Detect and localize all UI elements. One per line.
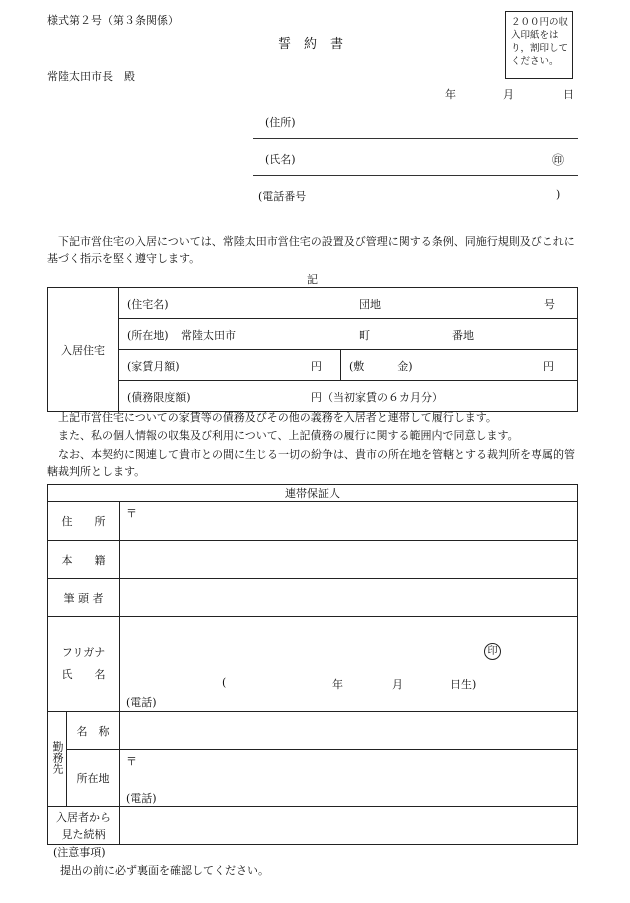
form-number: 様式第２号（第３条関係） xyxy=(47,14,179,27)
deposit-yen: 円 xyxy=(543,360,554,373)
work-address-label: 所在地 xyxy=(76,772,110,785)
g-hittousha-cell[interactable] xyxy=(120,579,578,617)
g-furigana-label: フリガナ xyxy=(61,646,106,659)
g-honseki-label: 本 籍 xyxy=(61,553,106,567)
notes-heading: (注意事項) xyxy=(53,846,106,859)
g-honseki-label-cell xyxy=(48,541,120,579)
deposit-label: (敷 金) xyxy=(349,360,413,373)
guarantor-header-cell xyxy=(48,485,578,502)
agreement-1: 上記市営住宅についての家賃等の債務及びその他の義務を入居者と連帯して履行します。 xyxy=(58,411,497,424)
date-year: 年 xyxy=(445,88,456,101)
agreement-3: なお、本契約に関連して貴市との間に生じる一切の紛争は、貴市の所在地を管轄とする裁判所を専属的管轄裁判所とします。 xyxy=(47,448,575,478)
debt-limit-cell xyxy=(119,381,578,412)
debt-label: (債務限度額) xyxy=(127,391,191,404)
work-phone-label: (電話) xyxy=(126,792,157,805)
location-value: 常陸太田市 xyxy=(181,329,236,342)
name-line xyxy=(253,175,578,176)
g-honseki-cell[interactable] xyxy=(120,541,578,579)
relation-cell[interactable] xyxy=(120,807,578,845)
date-month: 月 xyxy=(503,88,514,101)
applicant-phone-close: ) xyxy=(556,188,561,201)
addressee: 常陸太田市長 殿 xyxy=(47,70,135,83)
notes-text: 提出の前に必ず裏面を確認してください。 xyxy=(60,864,269,877)
agreement-2: また、私の個人情報の収集及び利用について、上記債務の履行に関する範囲内で同意します。 xyxy=(58,429,519,442)
housing-name-cell xyxy=(119,288,578,319)
rent-yen: 円 xyxy=(311,360,322,373)
g-seal-mark: 印 xyxy=(484,643,501,660)
work-name-label: 名 称 xyxy=(76,724,110,738)
work-postal-mark: 〒 xyxy=(126,755,137,768)
g-address-label: 住 所 xyxy=(61,515,106,528)
gou-label: 号 xyxy=(544,298,555,311)
g-hittousha-label-cell xyxy=(48,579,120,617)
date-day: 日 xyxy=(563,88,574,101)
g-birth-open: ( xyxy=(222,676,227,689)
applicant-seal-mark: ㊞ xyxy=(552,153,565,167)
revenue-stamp-box: ２００円の収入印紙をはり，割印してください。 xyxy=(505,11,573,79)
relation-label-2: 見た続柄 xyxy=(61,827,106,841)
work-address-cell[interactable] xyxy=(120,750,578,807)
pledge-text: 下記市営住宅の入居については、常陸太田市営住宅の設置及び管理に関する条例、同施行規則及びこれに基づく指示を堅く遵守します。 xyxy=(47,235,575,265)
applicant-name-label: (氏名) xyxy=(265,153,296,166)
guarantor-header: 連帯保証人 xyxy=(285,487,340,500)
g-phone-label: (電話) xyxy=(126,696,157,709)
g-name-label: 氏 名 xyxy=(61,668,106,681)
deposit-cell xyxy=(341,350,578,381)
rent-cell xyxy=(119,350,341,381)
workplace-label: 勤務先 xyxy=(51,741,64,774)
relation-label-cell xyxy=(48,807,120,845)
banchi-label: 番地 xyxy=(452,329,474,342)
g-birth-month: 月 xyxy=(392,678,403,691)
applicant-phone-label: (電話番号 xyxy=(258,190,307,203)
work-name-label-cell xyxy=(67,712,120,750)
housing-name-label: (住宅名) xyxy=(127,298,169,311)
danchi-label: 団地 xyxy=(359,298,381,311)
location-cell xyxy=(119,319,578,350)
g-name-label-cell xyxy=(48,617,120,712)
g-postal-mark: 〒 xyxy=(126,507,137,520)
debt-suffix: 円（当初家賃の６カ月分） xyxy=(311,391,443,404)
document-title: 誓 約 書 xyxy=(278,37,344,52)
g-birth-day: 日生) xyxy=(450,678,477,691)
applicant-address-label: (住所) xyxy=(265,116,296,129)
relation-label-1: 入居者から xyxy=(56,810,111,824)
g-address-label-cell xyxy=(48,502,120,541)
workplace-label-cell xyxy=(48,712,67,807)
location-label: (所在地) xyxy=(127,329,169,342)
residence-header: 入居住宅 xyxy=(61,343,105,357)
residence-header-cell xyxy=(48,288,119,412)
guarantor-table xyxy=(47,484,578,845)
ki-mark: 記 xyxy=(307,273,318,286)
work-address-label-cell xyxy=(67,750,120,807)
g-address-cell[interactable] xyxy=(120,502,578,541)
address-line xyxy=(253,138,578,139)
work-name-cell[interactable] xyxy=(120,712,578,750)
residence-table xyxy=(47,287,578,412)
g-name-cell[interactable] xyxy=(120,617,578,712)
machi-label: 町 xyxy=(359,329,370,342)
g-birth-year: 年 xyxy=(332,678,343,691)
g-hittousha-label: 筆 頭 者 xyxy=(63,591,104,605)
rent-label: (家賃月額) xyxy=(127,360,180,373)
